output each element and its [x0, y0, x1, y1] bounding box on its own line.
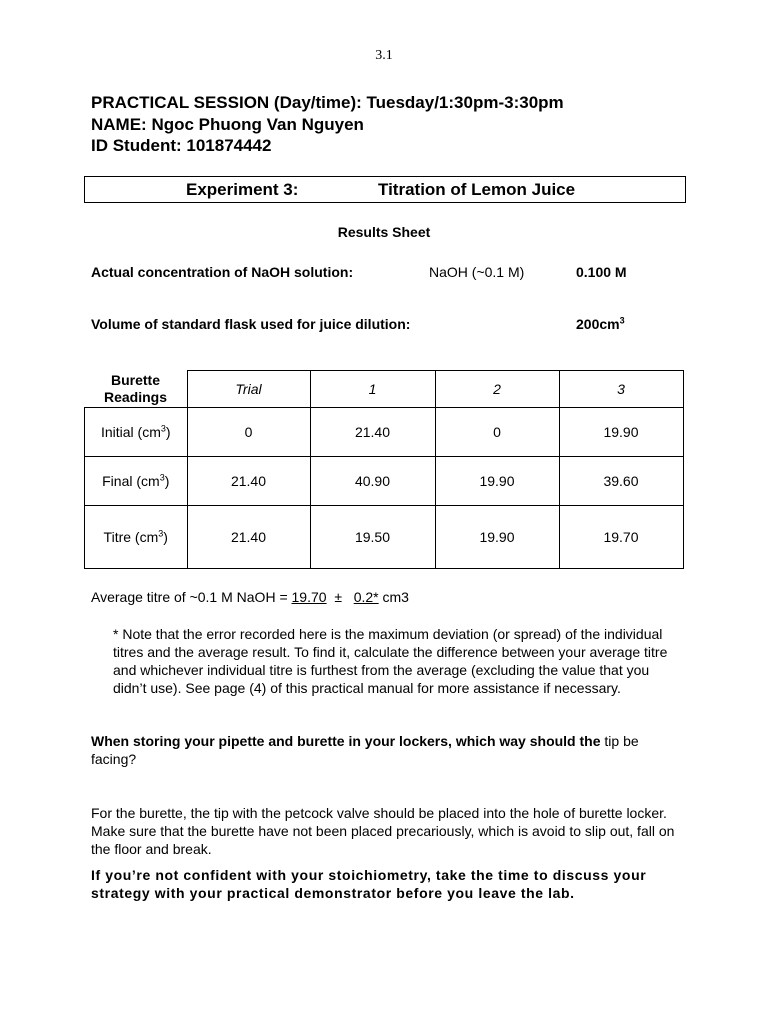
burette-readings-header: Burette Readings	[85, 371, 188, 408]
column-header: Trial	[187, 371, 310, 408]
experiment-title-box	[84, 176, 686, 203]
storage-question: When storing your pipette and burette in your lockers, which way should the tip be facing?	[91, 733, 639, 767]
experiment-number: Experiment 3:	[186, 180, 299, 199]
table-header-row	[85, 371, 684, 408]
table-row-initial	[85, 408, 684, 457]
student-name-line: NAME: Ngoc Phuong Van Nguyen	[91, 115, 364, 134]
row-label: Titre $(cm^3)$	[85, 506, 188, 569]
experiment-title: Titration of Lemon Juice	[378, 180, 576, 199]
table-cell: 21.40	[187, 457, 310, 506]
table-cell: 0	[435, 408, 559, 457]
table-row-titre	[85, 506, 684, 569]
table-cell: 19.90	[435, 457, 559, 506]
column-header: 3	[559, 371, 683, 408]
table-row-final	[85, 457, 684, 506]
table-cell: 21.40	[310, 408, 435, 457]
student-id-line: ID Student: 101874442	[91, 136, 272, 155]
results-sheet-title: Results Sheet	[337, 224, 431, 240]
burette-readings-table	[84, 370, 684, 569]
naoh-concentration-label: Actual concentration of NaOH solution:	[91, 264, 354, 280]
naoh-concentration-value: 0.100 M	[576, 264, 627, 280]
flask-volume-value: $200cm^3$	[576, 315, 625, 332]
page-number: 3.1	[375, 48, 393, 63]
column-header: 1	[310, 371, 435, 408]
error-note: * Note that the error recorded here is the maximum deviation (or spread) of the individual titres and the average result. To find it, calculate the difference between your average titre and whichever individual titre is furthest from the average (excluding the value that you didn’t use). See page (4) of this practical manual for more assistance if necessary.	[113, 626, 668, 696]
closing-advice: If you’re not confident with your stoichiometry, take the time to discuss your strategy with your practical demonstrator before you leave the lab.	[91, 867, 647, 901]
average-titre-line: Average titre of ~0.1 M NaOH = 19.70 ± 0.2* cm3	[91, 589, 409, 605]
average-titre-value: 19.70	[291, 589, 327, 605]
naoh-formula: NaOH (~0.1 M)	[429, 264, 525, 280]
table-cell: 21.40	[187, 506, 310, 569]
table-cell: 19.90	[435, 506, 559, 569]
table-cell: 40.90	[310, 457, 435, 506]
table-cell: 39.60	[559, 457, 683, 506]
table-cell: 19.50	[310, 506, 435, 569]
average-titre-error: 0.2*	[353, 589, 379, 605]
storage-answer: For the burette, the tip with the petcock valve should be placed into the hole of burette locker. Make sure that the burette have not been placed precariously, which is avoid to slip out, fall on the floor and break.	[91, 805, 675, 857]
column-header: 2	[435, 371, 559, 408]
practical-session-line: PRACTICAL SESSION (Day/time): Tuesday/1:30pm-3:30pm	[91, 93, 564, 112]
table-cell: 0	[187, 408, 310, 457]
row-label: Initial $(cm^3)$	[85, 408, 188, 457]
table-cell: 19.90	[559, 408, 683, 457]
flask-volume-label: Volume of standard flask used for juice dilution:	[91, 316, 411, 332]
row-label: Final $(cm^3)$	[85, 457, 188, 506]
table-cell: 19.70	[559, 506, 683, 569]
